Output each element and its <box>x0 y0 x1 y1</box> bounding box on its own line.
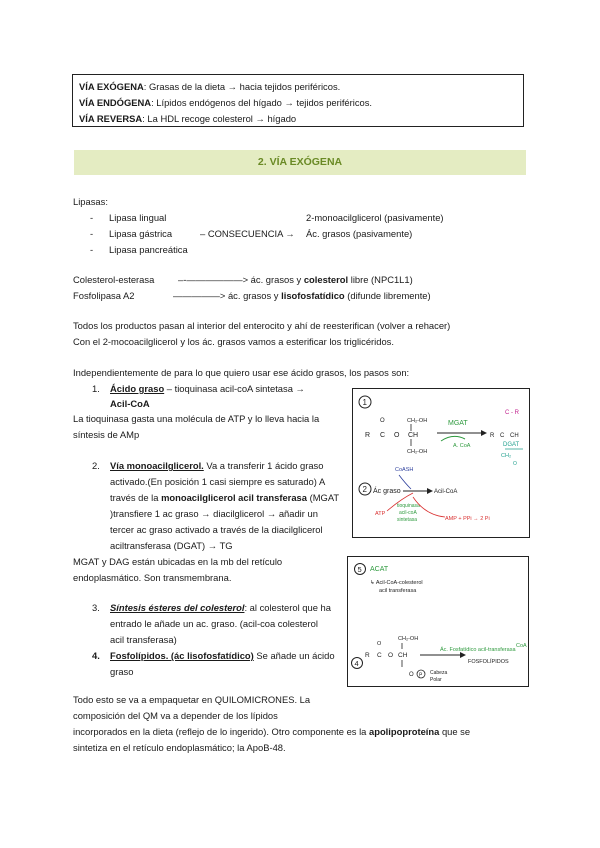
step2-line: )transfiere 1 ac graso → diacilglicerol → añadir un <box>110 508 318 519</box>
mol-c: C <box>377 652 382 659</box>
acat-label: ACAT <box>370 566 389 573</box>
step4-line: Fosfolípidos. (ác lisofosfatídico) Se añade un ácido <box>110 650 335 661</box>
step1-note: síntesis de AMp <box>73 429 140 440</box>
acat-desc: ↳ Acil-CoA-colesterol <box>370 580 423 586</box>
summary-endogena: VÍA ENDÓGENA: Lípidos endógenos del hígado → tejidos periféricos. <box>79 97 373 108</box>
mol-o-label: O <box>513 461 517 467</box>
paragraph-line: Con el 2-mocoacilglicerol y los ác. grasos vamos a esterificar los triglicéridos. <box>73 336 394 347</box>
cabeza-label: Polar <box>430 677 442 683</box>
final-line: sintetiza en el retículo endoplasmático; la ApoB-48. <box>73 742 286 753</box>
fosfolipasa-result: —————> ác. grasos y lisofosfatídico (difunde libremente) <box>173 290 431 301</box>
mol-ch2oh: CH₂-OH <box>407 418 428 424</box>
step4-line: graso <box>110 666 134 677</box>
fig-number: 1 <box>362 398 367 407</box>
mol-o: O <box>409 672 414 678</box>
mol-ch: CH <box>408 432 419 439</box>
tioquinasa-label: tioquinasa <box>397 503 420 509</box>
coash-label: CoASH <box>395 467 414 473</box>
lipasa-item: Lipasa pancreática <box>109 244 188 255</box>
list-bullet: - <box>90 228 94 239</box>
step2-line: través de la monoacilglicerol acil transferasa (MGAT <box>110 492 340 503</box>
final-line: Todo esto se va a empaquetar en QUILOMICRONES. La <box>73 694 311 705</box>
step-number: 4. <box>92 650 100 661</box>
mol-ch: CH <box>398 652 408 659</box>
mol-o: O <box>380 418 385 424</box>
list-bullet: - <box>90 212 94 223</box>
dgat-label: DGAT <box>503 442 520 448</box>
acgraso-label: Ác graso <box>373 488 401 495</box>
paragraph-line: Todos los productos pasan al interior del enterocito y ahí de reesterifican (volver a rehacer) <box>73 320 451 331</box>
fig-number: 2 <box>362 485 367 494</box>
final-line: incorporados en la dieta (reflejo de lo ingerido). Otro componente es la apolipoproteína que se <box>73 726 471 737</box>
mol-ch2oh: CH₂-OH <box>407 449 428 455</box>
mgat-label: MGAT <box>448 420 468 427</box>
summary-reversa: VÍA REVERSA: La HDL recoge colesterol → hígado <box>79 113 297 124</box>
mol-cr: C - R <box>505 410 519 416</box>
tioquinasa-label: acil-coA <box>399 510 417 516</box>
mol-c: C <box>500 433 505 439</box>
enzyme-label: Ác. Fosfatídico acil-transferasa <box>440 647 516 653</box>
step2-line: Vía monoacilglicerol. Va a transferir 1 ácido graso <box>110 460 324 471</box>
lipasa-product: Ác. grasos (pasivamente) <box>306 228 413 239</box>
cabeza-label: Cabeza <box>430 670 448 676</box>
lipasa-item: Lipasa lingual <box>109 212 167 223</box>
mol-o: O <box>394 432 400 439</box>
tioquinasa-label: sintetasa <box>397 517 418 523</box>
consecuencia-arrow: – CONSECUENCIA → <box>200 228 295 239</box>
step-number: 2. <box>92 460 100 471</box>
product-label: FOSFOLÍPIDOS <box>468 659 509 665</box>
step-number: 1. <box>92 383 100 394</box>
step2-line: tercer ac graso activado a través de la diacilglicerol <box>110 524 323 535</box>
mol-r: R <box>490 433 495 439</box>
step1-product: Acil-CoA <box>110 398 150 409</box>
lipasa-product: 2-monoacilglicerol (pasivamente) <box>306 212 444 223</box>
mol-r: R <box>365 432 371 439</box>
atp-label: ATP <box>375 511 386 517</box>
mol-o: O <box>377 641 382 647</box>
step-number: 3. <box>92 602 100 613</box>
mol-ch2: CH₂ <box>501 453 512 459</box>
fig-number: 5 <box>357 565 362 574</box>
acilcoa-label: Acil-CoA <box>434 489 458 495</box>
lipasas-heading: Lipasas: <box>73 196 108 207</box>
mol-ch2oh: CH₂-OH <box>398 636 419 642</box>
amp-label: AMP + PPi → 2 Pi <box>445 516 490 522</box>
esterasa-result: –-——————> ác. grasos y colesterol libre (NPC1L1) <box>178 274 413 285</box>
mol-c: C <box>380 432 386 439</box>
figure-2-drawing <box>348 557 528 686</box>
step2-note: MGAT y DAG están ubicadas en la mb del retículo <box>73 556 283 567</box>
summary-exogena: VÍA EXÓGENA: Grasas de la dieta → hacia tejidos periféricos. <box>79 81 341 92</box>
step3-line: Síntesis ésteres del colesterol: al colesterol que ha <box>110 602 331 613</box>
step2-line: aciltransferasa (DGAT) → TG <box>110 540 233 551</box>
figure-reactions-2 <box>347 556 529 687</box>
figure-1-drawing <box>353 389 529 537</box>
acat-desc: acil transferasa <box>379 588 417 594</box>
steps-intro: Independientemente de para lo que quiero usar ese ácido grasos, los pasos son: <box>73 367 410 378</box>
step3-line: entrado le añade un ac. graso. (acil-coa colesterol <box>110 618 318 629</box>
step2-line: activado.(En posición 1 casi siempre es saturado) A <box>110 476 326 487</box>
esterasa-name: Colesterol-esterasa <box>73 274 155 285</box>
mol-p: P <box>419 672 423 679</box>
acoa-label: A. CoA <box>453 443 471 449</box>
section-banner <box>74 150 526 175</box>
fig-number: 4 <box>354 659 359 668</box>
summary-box <box>72 74 524 127</box>
section-title: 2. VÍA EXÓGENA <box>257 156 343 168</box>
step1-line: Ácido graso – tioquinasa acil-coA sintetasa → <box>110 383 305 394</box>
final-line: composición del QM va a depender de los lípidos <box>73 710 278 721</box>
coa-label: CoA <box>516 643 527 649</box>
fosfolipasa-name: Fosfolipasa A2 <box>73 290 135 301</box>
mol-ch: CH <box>510 433 519 439</box>
mol-o: O <box>388 652 394 659</box>
mol-r: R <box>365 652 370 659</box>
lipasa-item: Lipasa gástrica <box>109 228 173 239</box>
list-bullet: - <box>90 244 94 255</box>
figure-reactions-1 <box>352 388 530 538</box>
step2-note: endoplasmático. Son transmembrana. <box>73 572 232 583</box>
step3-line: acil transferasa) <box>110 634 177 645</box>
step1-note: La tioquinasa gasta una molécula de ATP y lo lleva hacia la <box>73 413 320 424</box>
